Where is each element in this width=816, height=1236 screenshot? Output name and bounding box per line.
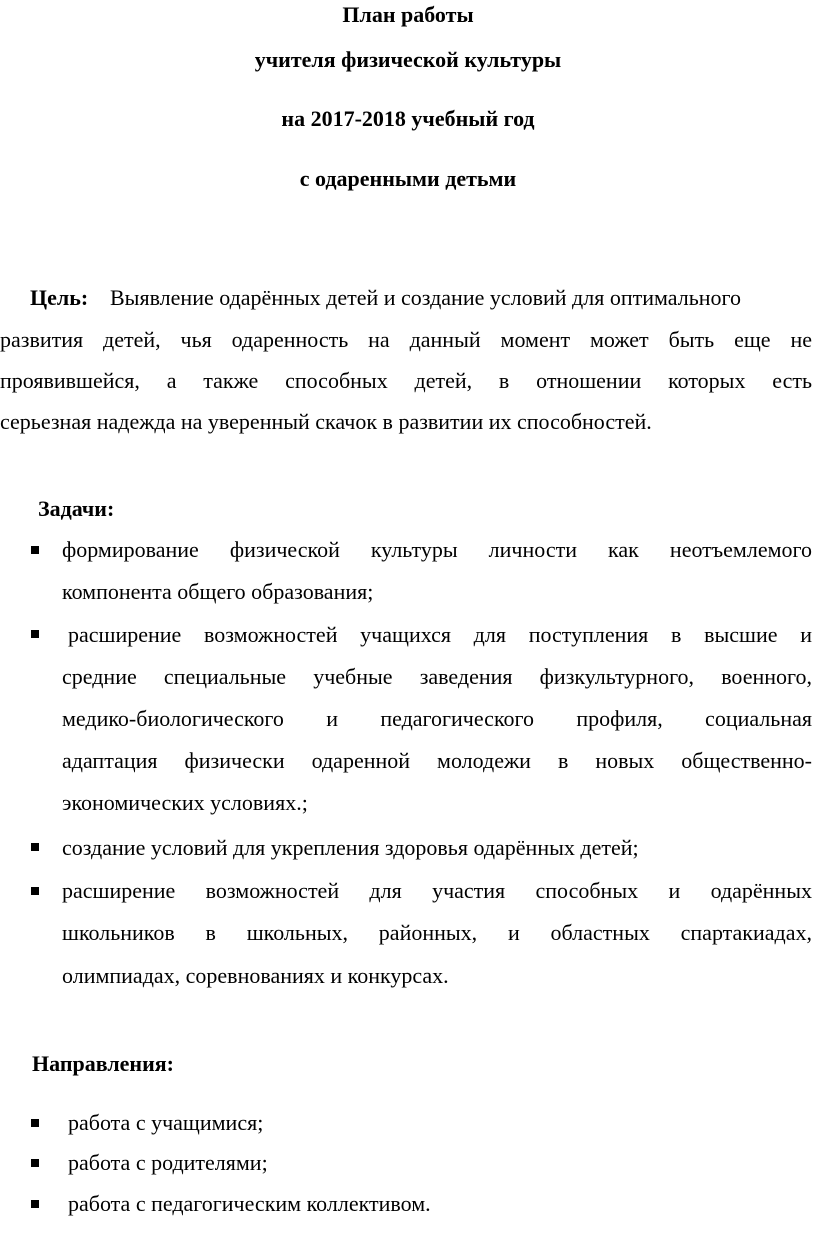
- bullet-icon: [31, 1200, 39, 1208]
- task-text-line: расширение возможностей учащихся для поступления в высшие и: [68, 622, 812, 647]
- task-text-line: формирование физической культуры личности как неотъемлемого: [62, 537, 812, 562]
- goal-label: Цель:: [30, 285, 89, 310]
- task-text-line: медико-биологического и педагогического профиля, социальная: [62, 706, 812, 731]
- goal-text-line: Выявление одарённых детей и создание условий для оптимального: [110, 285, 741, 310]
- goal-text-line: проявившейся, а также способных детей, в отношении которых есть: [0, 368, 812, 393]
- task-text-line: расширение возможностей для участия способных и одарённых: [62, 878, 812, 903]
- directions-heading: Направления:: [32, 1051, 175, 1076]
- bullet-icon: [31, 630, 39, 638]
- task-text-line: адаптация физически одаренной молодежи в новых общественно-: [62, 748, 812, 773]
- bullet-icon: [31, 1159, 39, 1167]
- doc-title-line-1: План работы: [342, 2, 474, 27]
- task-text-line: компонента общего образования;: [62, 579, 374, 604]
- task-text-line: средние специальные учебные заведения физкультурного, военного,: [62, 664, 812, 689]
- tasks-heading: Задачи:: [38, 496, 115, 521]
- doc-title-line-3: на 2017-2018 учебный год: [281, 106, 535, 131]
- task-text-line: школьников в школьных, районных, и областных спартакиадах,: [62, 920, 812, 945]
- direction-item: работа с учащимися;: [68, 1110, 264, 1135]
- bullet-icon: [31, 1119, 39, 1127]
- task-text-line: создание условий для укрепления здоровья одарённых детей;: [62, 835, 639, 860]
- task-text-line: олимпиадах, соревнованиях и конкурсах.: [62, 963, 449, 988]
- bullet-icon: [31, 546, 39, 554]
- doc-title-line-4: с одаренными детьми: [299, 166, 517, 191]
- task-text-line: экономических условиях.;: [62, 790, 308, 815]
- goal-text-line: серьезная надежда на уверенный скачок в развитии их способностей.: [0, 409, 652, 434]
- direction-item: работа с родителями;: [68, 1150, 268, 1175]
- direction-item: работа с педагогическим коллективом.: [68, 1191, 431, 1216]
- bullet-icon: [31, 843, 39, 851]
- doc-title-line-2: учителя физической культуры: [254, 47, 562, 72]
- bullet-icon: [31, 887, 39, 895]
- goal-text-line: развития детей, чья одаренность на данный момент может быть еще не: [0, 327, 812, 352]
